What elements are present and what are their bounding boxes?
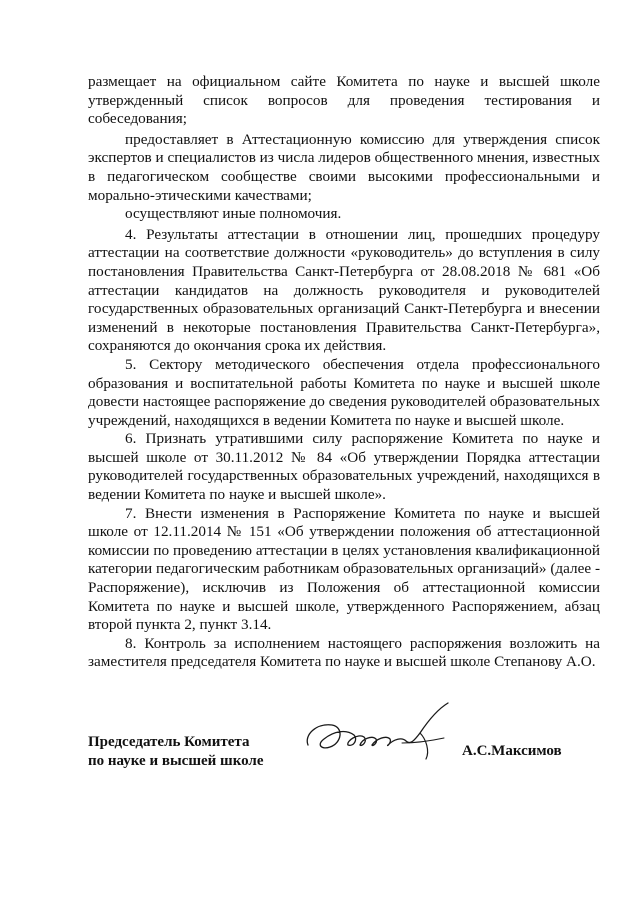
- document-body: [88, 73, 600, 672]
- signatory-title-line-2: по науке и высшей школе: [88, 753, 264, 769]
- signatory-title-line-1: Председатель Комитета: [88, 734, 250, 750]
- signatory-title: [88, 733, 308, 771]
- paragraph-item-5: 5. Сектору методического обеспечения отдела профессионального образования и воспитательной работы Комитета по науке и высшей школе довести настоящее распоряжение до сведения руководителей образовательных учреждений, находящихся в ведении Комитета по науке и высшей школе.: [88, 355, 600, 429]
- paragraph-item-4: 4. Результаты аттестации в отношении лиц, прошедших процедуру аттестации на соответствие должности «руководитель» до вступления в силу постановления Правительства Санкт-Петербурга от 28.08.2018 № 681 «Об аттестации кандидатов на должность руководителя и руководителей государственных образовательных организаций Санкт-Петербурга и внесении изменений в некоторые постановления Правительства Санкт-Петербурга», сохраняются до окончания срока их действия.: [88, 225, 600, 355]
- signatory-name: А.С.Максимов: [462, 743, 562, 759]
- paragraph-other-powers: осуществляют иные полномочия.: [125, 205, 342, 223]
- handwritten-signature: [302, 695, 472, 763]
- paragraph-item-8: 8. Контроль за исполнением настоящего распоряжения возложить на заместителя председателя Комитета по науке и высшей школе Степанову А.О.: [88, 634, 600, 671]
- paragraph-item-6: 6. Признать утратившими силу распоряжение Комитета по науке и высшей школе от 30.11.2012 № 84 «Об утверждении Порядка аттестации руководителей государственных образовательных учреждений, находящихся в ведении Комитета по науке и высшей школе».: [88, 430, 600, 504]
- paragraph-publish-questions: размещает на официальном сайте Комитета по науке и высшей школе утвержденный список вопросов для проведения тестирования и собеседования;: [88, 73, 600, 128]
- paragraph-item-7: 7. Внести изменения в Распоряжение Комитета по науке и высшей школе от 12.11.2014 № 151 «Об утверждении положения об аттестационной комиссии по проведению аттестации в целях установления квалификационной категории педагогическим работникам образовательных организаций» (далее - Распоряжение), исключив из Положения об аттестационной комиссии Комитета по науке и высшей школе, утвержденного Распоряжением, абзац второй пункта 2, пункт 3.14.: [88, 504, 600, 634]
- paragraph-submit-experts: предоставляет в Аттестационную комиссию для утверждения список экспертов и специалистов из числа лидеров общественного мнения, известных в педагогическом сообществе своими высокими профессиональными и морально-этическими качествами;: [88, 130, 600, 204]
